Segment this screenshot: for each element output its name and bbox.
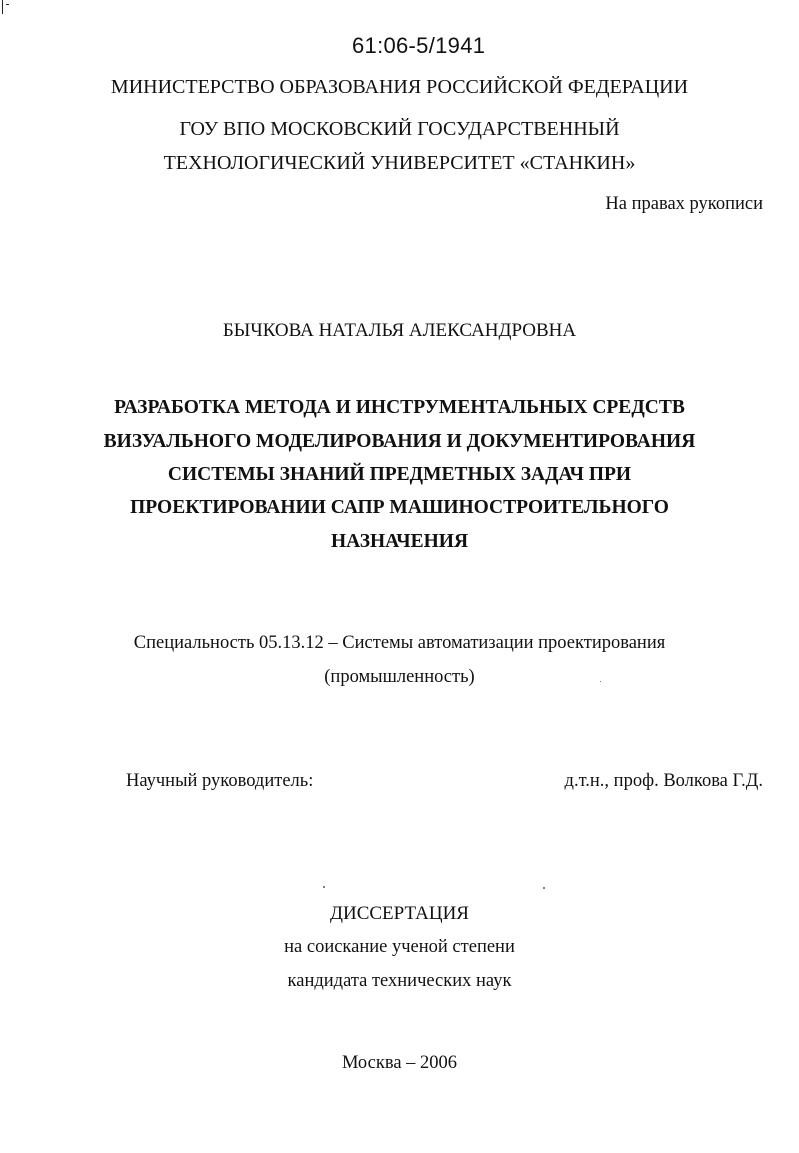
advisor-name: д.т.н., проф. Волкова Г.Д. xyxy=(564,771,763,791)
scan-speck xyxy=(543,887,545,889)
scan-speck xyxy=(600,681,601,682)
specialty-line-2: (промышленность) xyxy=(324,667,475,687)
city-and-year: Москва – 2006 xyxy=(341,1053,458,1073)
advisor-label: Научный руководитель: xyxy=(126,771,314,791)
dissertation-title-line-5: НАЗНАЧЕНИЯ xyxy=(330,531,469,552)
catalog-number: 61:06-5/1941 xyxy=(352,33,486,58)
university-name-line-1: ГОУ ВПО МОСКОВСКИЙ ГОСУДАРСТВЕННЫЙ xyxy=(179,118,620,140)
scan-corner-mark xyxy=(2,0,9,14)
dissertation-title-line-4: ПРОЕКТИРОВАНИИ САПР МАШИНОСТРОИТЕЛЬНОГО xyxy=(130,497,669,518)
dissertation-title-line-2: ВИЗУАЛЬНОГО МОДЕЛИРОВАНИЯ И ДОКУМЕНТИРОВАНИЯ xyxy=(103,431,696,452)
ministry-heading: МИНИСТЕРСТВО ОБРАЗОВАНИЯ РОССИЙСКОЙ ФЕДЕРАЦИИ xyxy=(110,76,689,98)
scan-speck xyxy=(323,886,325,888)
dissertation-title-line-1: РАЗРАБОТКА МЕТОДА И ИНСТРУМЕНТАЛЬНЫХ СРЕДСТВ xyxy=(114,397,685,418)
specialty-line-1: Специальность 05.13.12 – Системы автоматизации проектирования xyxy=(133,633,666,653)
dissertation-title-line-3: СИСТЕМЫ ЗНАНИЙ ПРЕДМЕТНЫХ ЗАДАЧ ПРИ xyxy=(167,464,632,485)
author-name: БЫЧКОВА НАТАЛЬЯ АЛЕКСАНДРОВНА xyxy=(222,320,577,341)
university-name-line-2: ТЕХНОЛОГИЧЕСКИЙ УНИВЕРСИТЕТ «СТАНКИН» xyxy=(163,152,636,174)
manuscript-note: На правах рукописи xyxy=(605,194,763,214)
degree-purpose-line-2: кандидата технических наук xyxy=(287,971,512,991)
degree-purpose-line-1: на соискание ученой степени xyxy=(284,937,515,957)
work-type: ДИССЕРТАЦИЯ xyxy=(330,903,469,924)
